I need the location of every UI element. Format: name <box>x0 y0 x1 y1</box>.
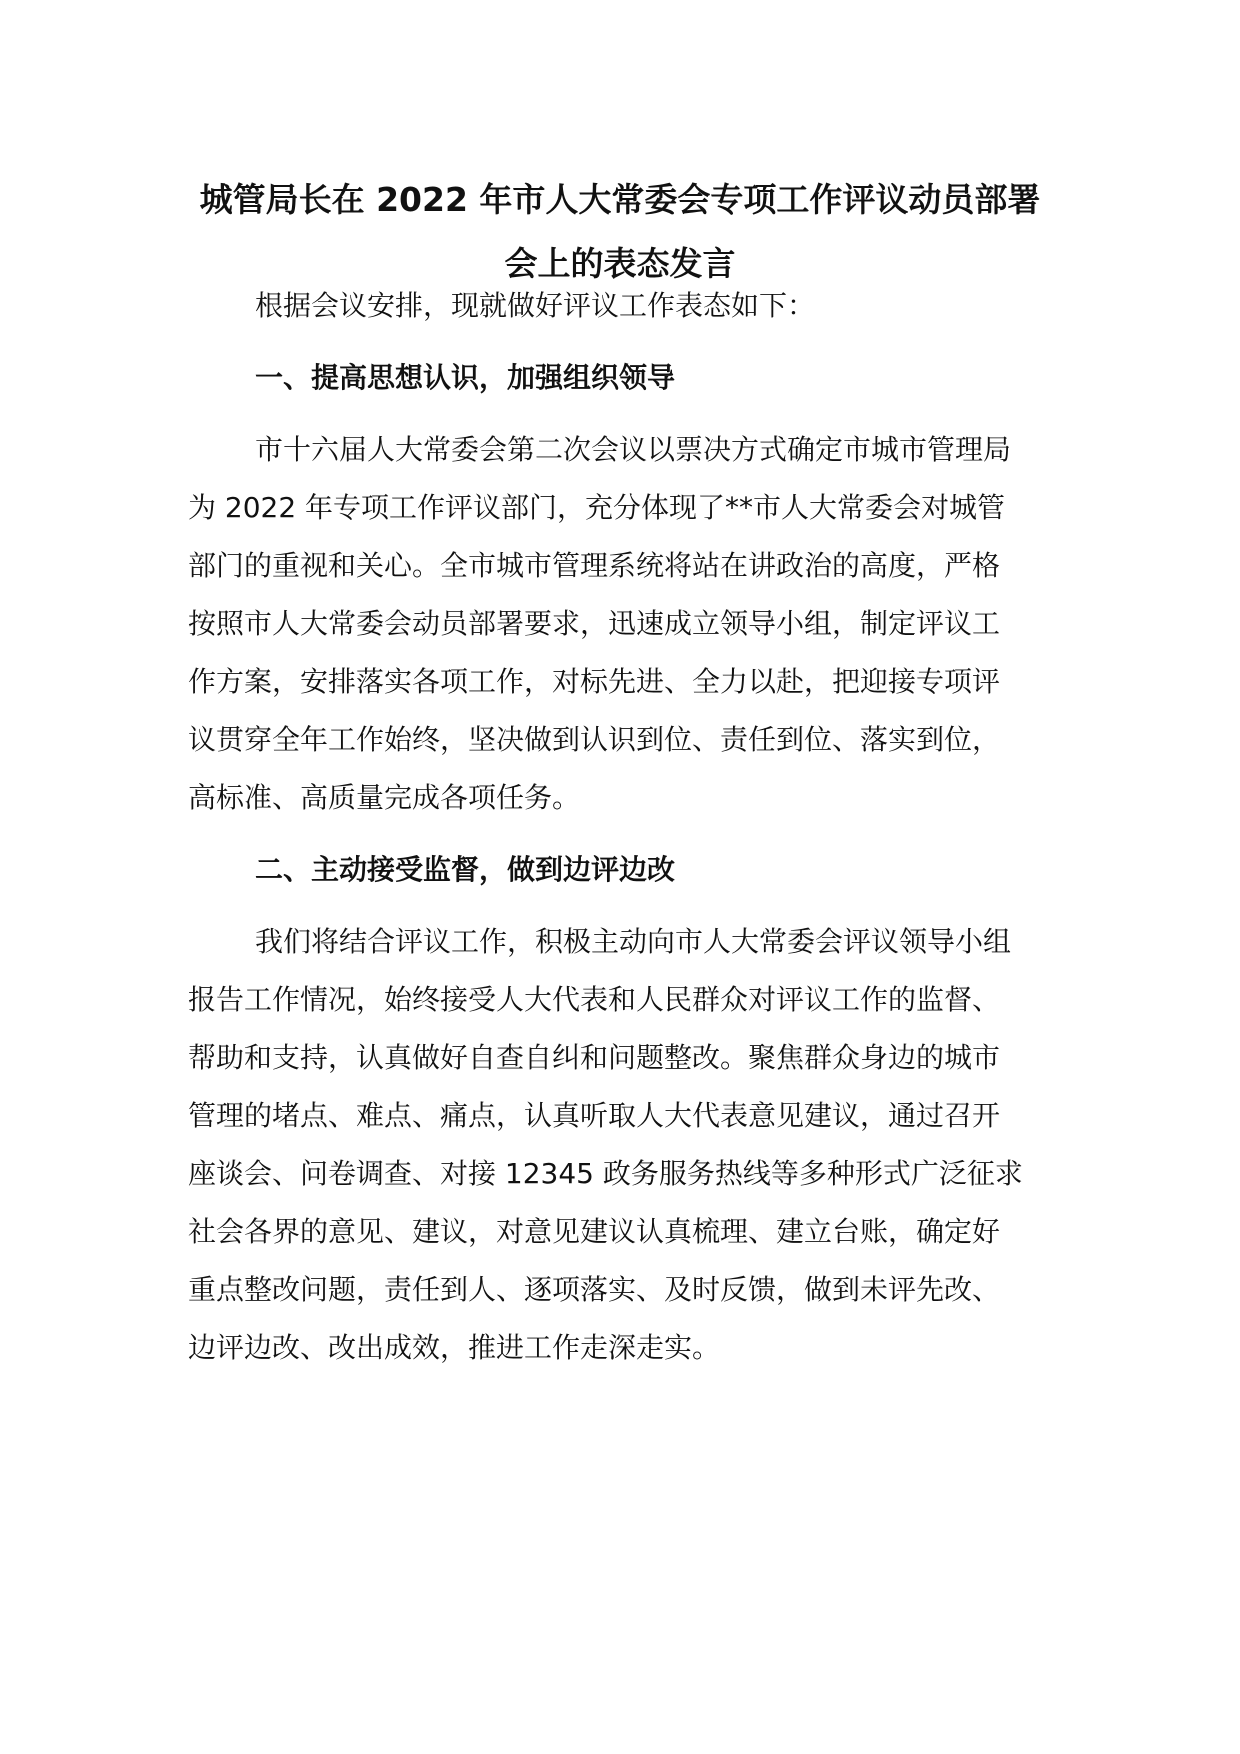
section-2-line-8: 边评边改、改出成效，推进工作走深走实。 <box>188 1331 721 1364</box>
title-line-2: 会上的表态发言 <box>504 244 736 283</box>
section-1-heading: 一、提高思想认识，加强组织领导 <box>255 361 676 394</box>
section-1-line-6: 议贯穿全年工作始终，坚决做到认识到位、责任到位、落实到位， <box>188 723 1001 756</box>
section-2-line-3: 帮助和支持，认真做好自查自纠和问题整改。聚焦群众身边的城市 <box>188 1041 1001 1074</box>
section-2-line-6: 社会各界的意见、建议，对意见建议认真梳理、建立台账，确定好 <box>188 1215 1001 1248</box>
section-1-line-4: 按照市人大常委会动员部署要求，迅速成立领导小组，制定评议工 <box>188 607 1001 640</box>
section-1-line-5: 作方案，安排落实各项工作，对标先进、全力以赴，把迎接专项评 <box>188 665 1001 698</box>
section-2-line-4: 管理的堵点、难点、痛点，认真听取人大代表意见建议，通过召开 <box>188 1099 1001 1132</box>
section-1-line-1: 市十六届人大常委会第二次会议以票决方式确定市城市管理局 <box>255 433 1012 466</box>
section-2-line-5: 座谈会、问卷调查、对接 12345 政务服务热线等多种形式广泛征求 <box>188 1157 1023 1190</box>
section-1-line-7: 高标准、高质量完成各项任务。 <box>188 781 581 814</box>
section-2-heading: 二、主动接受监督，做到边评边改 <box>255 853 676 886</box>
title-line-1: 城管局长在 2022 年市人大常委会专项工作评议动员部署 <box>199 180 1041 219</box>
section-2-line-7: 重点整改问题，责任到人、逐项落实、及时反馈，做到未评先改、 <box>188 1273 1001 1306</box>
document-title <box>180 168 1060 296</box>
intro-paragraph: 根据会议安排，现就做好评议工作表态如下： <box>255 289 816 322</box>
section-2-line-2: 报告工作情况，始终接受人大代表和人民群众对评议工作的监督、 <box>188 983 1001 1016</box>
section-1-line-2: 为 2022 年专项工作评议部门，充分体现了**市人大常委会对城管 <box>188 491 1006 524</box>
section-1-line-3: 部门的重视和关心。全市城市管理系统将站在讲政治的高度，严格 <box>188 549 1001 582</box>
section-2-line-1: 我们将结合评议工作，积极主动向市人大常委会评议领导小组 <box>255 925 1012 958</box>
